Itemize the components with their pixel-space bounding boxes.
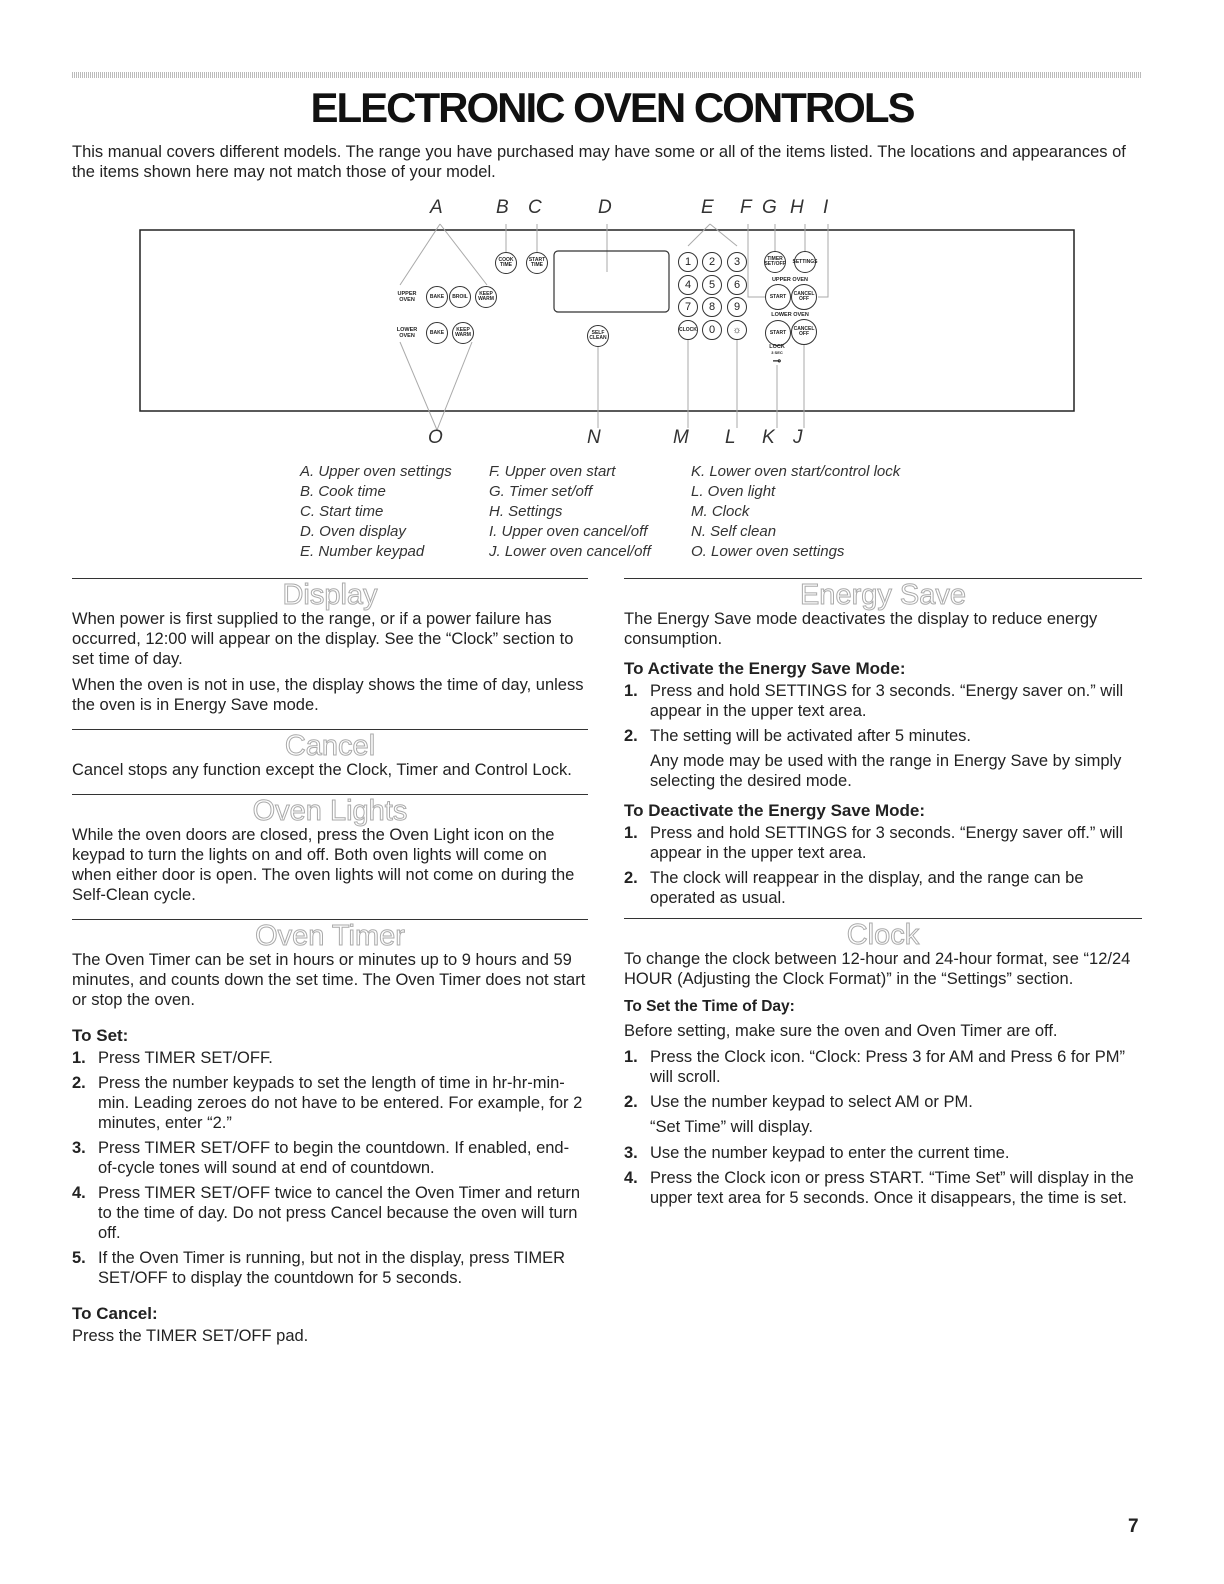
legend-item: O. Lower oven settings	[691, 543, 845, 560]
section-heading-display: Display	[282, 579, 378, 611]
note: Any mode may be used with the range in Energy Save by simply selecting the desired mode.	[650, 752, 1122, 790]
section-heading-energy-save: Energy Save	[799, 579, 967, 611]
list-item: 3. Use the number keypad to enter the current time.	[624, 1144, 1010, 1162]
lower-start-button: START	[765, 320, 791, 346]
key-8: 8	[702, 297, 722, 317]
upper-bake-button: BAKE	[426, 286, 448, 308]
key-6: 6	[727, 275, 747, 295]
subheading-to-cancel: To Cancel:	[72, 1304, 158, 1323]
list-item: 4. Press the Clock icon or press START. “Time Set” will display in the upper text area for 5 seconds. Once it disappears, the time is set.	[624, 1168, 1142, 1208]
list-item: 1. Press the Clock icon. “Clock: Press 3 for AM and Press 6 for PM” will scroll.	[624, 1047, 1142, 1087]
legend-item: L. Oven light	[691, 483, 776, 500]
diagram-lines	[0, 190, 1224, 460]
timer-steps	[72, 1048, 588, 1288]
step-text: Use the number keypad to enter the current time.	[650, 1144, 1010, 1162]
key-3: 3	[727, 252, 747, 272]
clock-steps	[624, 1047, 1142, 1112]
callout-j: J	[793, 427, 803, 448]
page-number: 7	[1128, 1516, 1139, 1537]
lower-keep-warm-button: KEEP WARM	[452, 322, 474, 344]
clock-steps-continued	[624, 1143, 1142, 1208]
callout-l: L	[725, 427, 736, 448]
callout-h: H	[790, 197, 804, 218]
paragraph: Press the TIMER SET/OFF pad.	[72, 1327, 309, 1345]
subheading-set-time: To Set the Time of Day:	[624, 998, 795, 1015]
clock-button: CLOCK	[678, 320, 698, 340]
left-column	[72, 578, 588, 1352]
paragraph: While the oven doors are closed, press the Oven Light icon on the keypad to turn the lights on and off. Both oven lights will come on when either door is open. The oven lights will not come on during the Self-Clean cycle.	[72, 826, 575, 904]
callout-c: C	[528, 197, 542, 218]
deactivate-steps	[624, 823, 1142, 908]
callout-n: N	[587, 427, 601, 448]
off-label: OFF	[799, 296, 809, 302]
step-text: Press and hold SETTINGS for 3 seconds. “Energy saver off.” will appear in the upper text area.	[650, 824, 1123, 862]
activate-steps	[624, 681, 1142, 746]
key-4: 4	[678, 275, 698, 295]
key-9: 9	[727, 297, 747, 317]
upper-start-button: START	[765, 284, 791, 310]
legend-item: N. Self clean	[691, 523, 777, 540]
settings-button: SETTINGS	[794, 251, 816, 273]
self-clean-button: SELF CLEAN	[587, 325, 609, 347]
legend-item: A. Upper oven settings	[300, 463, 452, 480]
legend-item: G. Timer set/off	[489, 483, 593, 500]
list-item: 2. Use the number keypad to select AM or PM.	[624, 1093, 973, 1111]
upper-oven-group-label: UPPER OVEN	[771, 277, 809, 283]
step-text: Press TIMER SET/OFF twice to cancel the Oven Timer and return to the time of day. Do not press Cancel because the oven will turn off.	[98, 1184, 581, 1242]
callout-o: O	[428, 427, 443, 448]
legend-column-1	[300, 462, 452, 562]
right-column	[624, 578, 1142, 1213]
legend-column-2	[489, 462, 651, 562]
paragraph: The Oven Timer can be set in hours or minutes up to 9 hours and 59 minutes, and counts down the set time. The Oven Timer does not start or stop the oven.	[72, 951, 586, 1009]
paragraph: Cancel stops any function except the Clock, Timer and Control Lock.	[72, 761, 572, 779]
callout-e: E	[701, 197, 714, 218]
note: “Set Time” will display.	[650, 1118, 813, 1136]
upper-oven-label: UPPER OVEN	[397, 291, 417, 303]
step-text: Press the Clock icon. “Clock: Press 3 for AM and Press 6 for PM” will scroll.	[650, 1048, 1125, 1086]
off-label: OFF	[799, 331, 809, 337]
list-item: 1. Press and hold SETTINGS for 3 seconds. “Energy saver on.” will appear in the upper text area.	[624, 681, 1142, 721]
upper-cancel-off-button	[791, 284, 817, 310]
key-5: 5	[702, 275, 722, 295]
step-text: Press TIMER SET/OFF to begin the countdown. If enabled, end-of-cycle tones will sound at end of countdown.	[98, 1139, 570, 1177]
lower-oven-label: LOWER OVEN	[396, 327, 418, 339]
step-text: Use the number keypad to select AM or PM.	[650, 1093, 973, 1111]
legend-column-3	[691, 462, 900, 562]
subheading-to-set: To Set:	[72, 1026, 129, 1045]
callout-m: M	[673, 427, 689, 448]
upper-keep-warm-button: KEEP WARM	[475, 286, 497, 308]
list-item: 4. Press TIMER SET/OFF twice to cancel the Oven Timer and return to the time of day. Do not press Cancel because the oven will turn off.	[72, 1183, 588, 1243]
list-item: 2. The clock will reappear in the display, and the range can be operated as usual.	[624, 868, 1142, 908]
list-item: 5. If the Oven Timer is running, but not in the display, press TIMER SET/OFF to display the countdown for 5 seconds.	[72, 1248, 588, 1288]
step-text: If the Oven Timer is running, but not in the display, press TIMER SET/OFF to display the countdown for 5 seconds.	[98, 1249, 566, 1287]
step-text: Press the number keypads to set the length of time in hr-hr-min-min. Leading zeroes do not have to be entered. For example, for 2 minutes, enter “2.”	[98, 1074, 583, 1132]
section-heading-oven-lights: Oven Lights	[252, 795, 408, 827]
lower-cancel-off-button	[791, 319, 817, 345]
step-text: The setting will be activated after 5 minutes.	[650, 727, 971, 745]
legend-item: I. Upper oven cancel/off	[489, 523, 648, 540]
callout-d: D	[598, 197, 612, 218]
start-time-button: START TIME	[526, 252, 548, 274]
paragraph: When power is first supplied to the range, or if a power failure has occurred, 12:00 will appear on the display. See the “Clock” section to set time of day.	[72, 610, 574, 668]
step-text: The clock will reappear in the display, and the range can be operated as usual.	[650, 869, 1084, 907]
lock-label	[767, 344, 787, 356]
page-title: ELECTRONIC OVEN CONTROLS	[310, 84, 914, 131]
step-text: Press TIMER SET/OFF.	[98, 1049, 273, 1067]
list-item: 1. Press TIMER SET/OFF.	[72, 1049, 273, 1067]
legend-item: C. Start time	[300, 503, 384, 520]
control-panel-diagram	[0, 190, 1224, 460]
section-heading-cancel: Cancel	[284, 730, 376, 762]
oven-light-icon: ☼	[727, 320, 747, 340]
key-7: 7	[678, 297, 698, 317]
top-rule	[72, 72, 1142, 78]
lock-key-icon: ⊸	[772, 356, 782, 367]
subheading-activate: To Activate the Energy Save Mode:	[624, 659, 906, 678]
legend-item: J. Lower oven cancel/off	[489, 543, 651, 560]
legend-item: F. Upper oven start	[489, 463, 616, 480]
step-text: Press the Clock icon or press START. “Time Set” will display in the upper text area for 5 seconds. Once it disappears, the time is set.	[650, 1169, 1134, 1207]
intro-text: This manual covers different models. The range you have purchased may have some or all of the items listed. The locations and appearances of the items shown here may not match those of your model.	[72, 143, 1126, 181]
legend-item: H. Settings	[489, 503, 563, 520]
cook-time-button: COOK TIME	[495, 252, 517, 274]
legend-item: D. Oven display	[300, 523, 406, 540]
cancel-label: CANCEL	[793, 291, 815, 297]
paragraph: When the oven is not in use, the display shows the time of day, unless the oven is in Energy Save mode.	[72, 676, 584, 714]
legend-item: K. Lower oven start/control lock	[691, 463, 901, 480]
legend-item: E. Number keypad	[300, 543, 425, 560]
section-heading-oven-timer: Oven Timer	[255, 920, 405, 952]
list-item: 3. Press TIMER SET/OFF to begin the countdown. If enabled, end-of-cycle tones will sound at end of countdown.	[72, 1138, 588, 1178]
list-item: 2. Press the number keypads to set the length of time in hr-hr-min-min. Leading zeroes do not have to be entered. For example, for 2 minutes, enter “2.”	[72, 1073, 588, 1133]
upper-broil-button: BROIL	[449, 286, 471, 308]
lock-sec-text: 3 SEC	[771, 350, 783, 355]
lower-oven-group-label: LOWER OVEN	[771, 312, 809, 318]
timer-set-off-button: TIMER SET/OFF	[764, 251, 786, 273]
key-0: 0	[702, 320, 722, 340]
callout-f: F	[740, 197, 752, 218]
list-item: 2. The setting will be activated after 5 minutes.	[624, 727, 971, 745]
callout-b: B	[496, 197, 509, 218]
paragraph: To change the clock between 12-hour and 24-hour format, see “12/24 HOUR (Adjusting the Clock Format)” in the “Settings” section.	[624, 950, 1131, 988]
legend-item: M. Clock	[691, 503, 750, 520]
section-heading-clock: Clock	[846, 919, 920, 951]
lock-text: LOCK	[769, 344, 785, 350]
key-1: 1	[678, 252, 698, 272]
callout-a: A	[430, 197, 443, 218]
paragraph: Before setting, make sure the oven and Oven Timer are off.	[624, 1022, 1058, 1040]
key-2: 2	[702, 252, 722, 272]
step-text: Press and hold SETTINGS for 3 seconds. “Energy saver on.” will appear in the upper text area.	[650, 682, 1124, 720]
callout-i: I	[823, 197, 829, 218]
callout-g: G	[762, 197, 777, 218]
subheading-deactivate: To Deactivate the Energy Save Mode:	[624, 801, 926, 820]
lower-bake-button: BAKE	[426, 322, 448, 344]
callout-k: K	[762, 427, 775, 448]
legend-item: B. Cook time	[300, 483, 386, 500]
paragraph: The Energy Save mode deactivates the display to reduce energy consumption.	[624, 610, 1098, 648]
cancel-label: CANCEL	[793, 326, 815, 332]
list-item: 1. Press and hold SETTINGS for 3 seconds. “Energy saver off.” will appear in the upper text area.	[624, 823, 1142, 863]
